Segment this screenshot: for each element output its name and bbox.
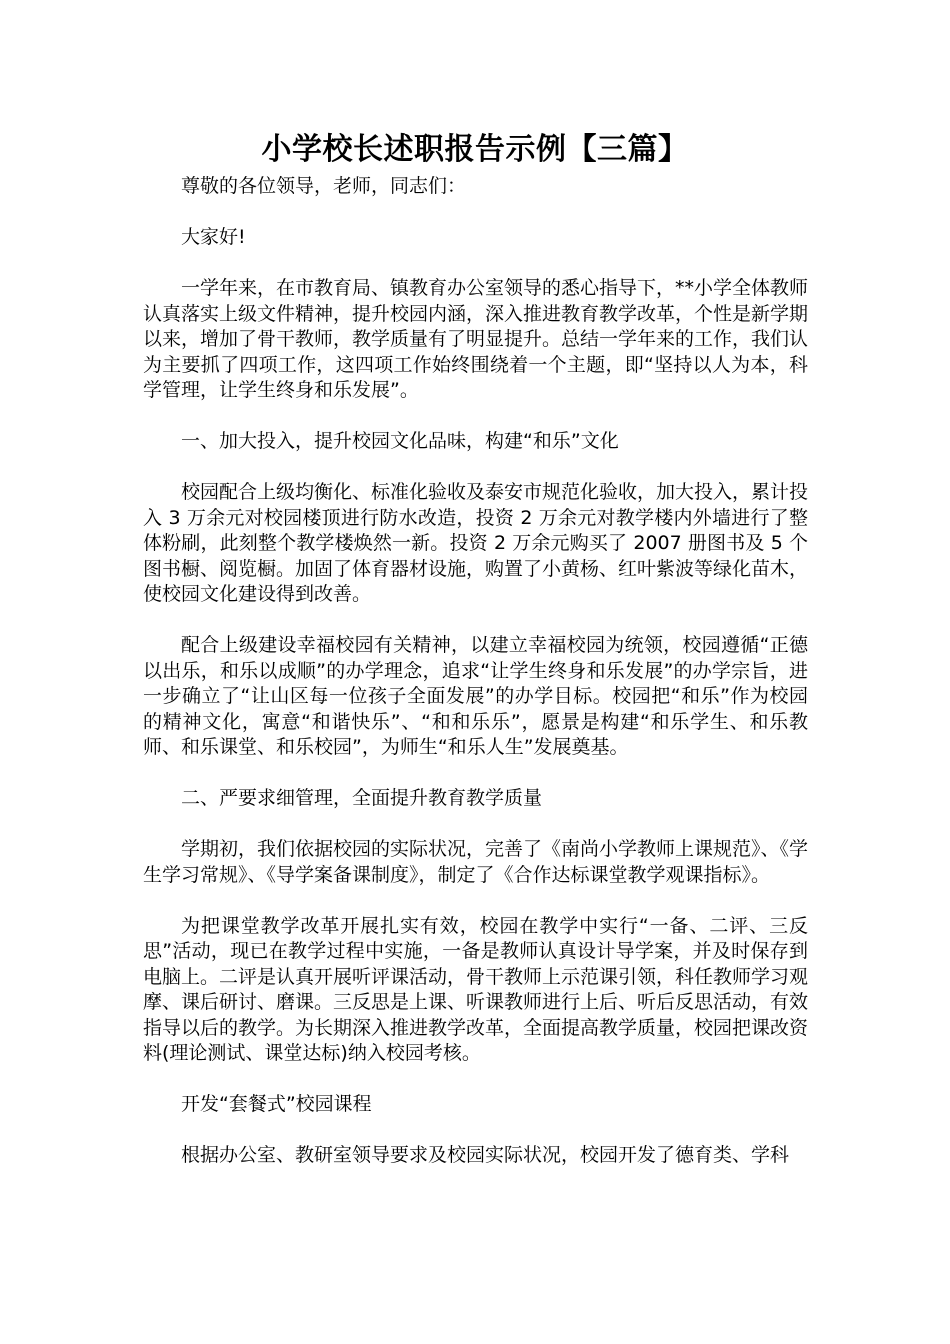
intro-paragraph: 一学年来，在市教育局、镇教育办公室领导的悉心指导下，**小学全体教师认真落实上级文件精神，提升校园内涵，深入推进教育教学改革，个性是新学期以来，增加了骨干教师，教学质量有了明显提升。总结一学年来的工作，我们认为主要抓了四项工作，这四项工作始终围绕着一个主题，即“坚持以人为本，科学管理，让学生终身和乐发展”。 — [143, 277, 809, 401]
greeting: 大家好! — [181, 226, 246, 248]
document-title: 小学校长述职报告示例【三篇】 — [261, 132, 689, 167]
paragraph: 为把课堂教学改革开展扎实有效，校园在教学中实行“一备、二评、三反思”活动，现已在教学过程中实施，一备是教师认真设计导学案，并及时保存到电脑上。二评是认真开展听评课活动，骨干教师上示范课引领，科任教师学习观摩、课后研讨、磨课。三反思是上课、听课教师进行上后、听后反思活动，有效指导以后的教学。为长期深入推进教学改革，全面提高教学质量，校园把课改资料(理论测试、课堂达标)纳入校园考核。 — [143, 914, 809, 1064]
paragraph: 学期初，我们依据校园的实际状况，完善了《南尚小学教师上课规范》、《学生学习常规》、《导学案备课制度》，制定了《合作达标课堂教学观课指标》。 — [143, 838, 809, 886]
document-body — [143, 174, 808, 1194]
salutation: 尊敬的各位领导，老师，同志们： — [181, 175, 467, 197]
section-heading-1: 一、加大投入，提升校园文化品味，构建“和乐”文化 — [181, 430, 619, 452]
paragraph: 校园配合上级均衡化、标准化验收及泰安市规范化验收，加大投入，累计投入 3 万余元对校园楼顶进行防水改造，投资 2 万余元对教学楼内外墙进行了整体粉刷，此刻整个教学楼焕然一新。投资 2 万余元购买了 2007 册图书及 5 个图书橱、阅览橱。加固了体育器材设施，购置了小黄杨、红叶紫波等绿化苗木，使校园文化建设得到改善。 — [143, 481, 809, 605]
section-heading-2: 二、严要求细管理，全面提升教育教学质量 — [181, 787, 543, 809]
paragraph: 配合上级建设幸福校园有关精神，以建立幸福校园为统领，校园遵循“正德以出乐，和乐以成顺”的办学理念，追求“让学生终身和乐发展”的办学宗旨，进一步确立了“让山区每一位孩子全面发展”的办学目标。校园把“和乐”作为校园的精神文化，寓意“和谐快乐”、“和和乐乐”，愿景是构建“和乐学生、和乐教师、和乐课堂、和乐校园”，为师生“和乐人生”发展奠基。 — [143, 634, 808, 758]
paragraph: 根据办公室、教研室领导要求及校园实际状况，校园开发了德育类、学科 — [181, 1144, 790, 1166]
subheading: 开发“套餐式”校园课程 — [181, 1093, 372, 1115]
